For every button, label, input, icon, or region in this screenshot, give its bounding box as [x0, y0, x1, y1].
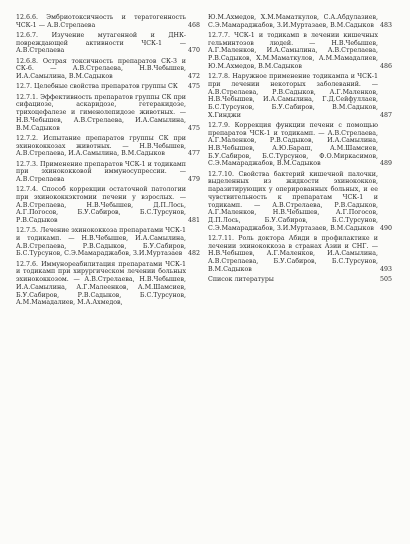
toc-entry-text: 12.7.1. Эффективность препаратов группы СК при сифациозе, аскаридозе, гетеракидозе, трихоцефалезе и гименолепидозе животных. — Н.В.Чебышев, А.В.Стрелаева, И.А.Самылина, В.М.Садыков [16, 93, 186, 132]
toc-right-column [208, 14, 392, 286]
toc-entry-text: 12.7.11. Роль доктора Абиди в профилактике и лечении эхинококкоза в странах Азии и СНГ. — Н.В.Чебышев, А.Г.Маленков, И.А.Самылина, А.В.Стрелаева, Б.У.Сабиров, Б.С.Турсунов, В.М.Садыков [208, 234, 378, 273]
toc-entry [16, 261, 200, 307]
toc-entry-text: 12.6.8. Острая токсичность препаратов СК-3 и СК-6. — А.В.Стрелаева, Н.В.Чебышев, И.А.Самылина, В.М.Садыков [16, 57, 186, 81]
toc-entry-text: 12.7.7. ЧСК-1 и тодикамп в лечении кишечных гельминтозов людей. — Н.В.Чебышев, А.Г.Маленков, И.А.Самылина, А.В.Стрелаева, Р.В.Садыков, Х.М.Маматкулов, А.М.Мамадалиев, Ю.М.Ахмедов, В.М.Садыков [208, 32, 378, 70]
toc-entry-text: 12.7.2. Испытание препаратов группы СК при эхинококкозах животных. — Н.В.Чебышев, А.В.Стрелаева, И.А.Самылина, В.М.Садыков [16, 134, 186, 158]
toc-entry-page: 490 [379, 224, 392, 232]
toc-entry-page: 475 [187, 124, 200, 132]
toc-entry-text: 12.7.4. Способ коррекции остаточной патологии при эхинококкэктомии печени у взрослых. — А.В.Стрелаева, Н.В.Чебышев, Д.П.Лось, А.Г.Погосов, Б.У.Сабиров, Б.С.Турсунов, Р.В.Садыков [16, 186, 186, 225]
toc-entry [16, 32, 200, 55]
toc-entry [16, 186, 200, 225]
toc-entry-page: 505 [379, 276, 392, 284]
toc-entry-page: 489 [379, 160, 392, 168]
toc-entry-page: 483 [379, 21, 392, 29]
toc-entry-text: 12.6.7. Изучение мутагенной и ДНК-повреждающей активности ЧСК-1 — А.В.Стрелаева [16, 32, 186, 55]
toc-entry-page: 475 [187, 83, 200, 91]
toc-left-column [16, 14, 200, 310]
toc-entry-page: 486 [379, 62, 392, 70]
toc-entry-text: 12.7.6. Иммунореабилитация препаратами ЧСК-1 и тодикамп при хирургическом лечении больных эхинококкозом. — А.В.Стрелаева, Н.В.Чебышев, И.А.Самылина, А.Г.Малеенков, А.М.Шамсиев, Б.У.Сабиров, Р.В.Садыков, Б.С.Турсунов, А.М.Мамадалиев, М.А.Ахмедов, [16, 260, 186, 307]
toc-entry [208, 171, 392, 233]
toc-entry [16, 227, 200, 258]
toc-entry-text: 12.7. Целебные свойства препаратов группы СК [16, 83, 178, 91]
toc-entry-page: 482 [187, 250, 200, 258]
toc-entry [16, 135, 200, 158]
toc-entry [16, 161, 200, 184]
toc-entry-text: 12.7.8. Наружное применение тодикампа и ЧСК-1 при лечении некоторых заболеваний. — А.В.Стрелаева, Р.В.Садыков, А.Г.Маленков, Н.В.Чебышев, И.А.Самылина, Г.Д.Сейфуллаев, Б.С.Турсунов, Б.У.Сабиров, В.М.Садыков, Х.Гинджи [208, 73, 378, 119]
toc-entry-page: 470 [187, 47, 200, 55]
toc-entry [208, 276, 392, 284]
toc-entry [16, 14, 200, 29]
toc-entry-page: 493 [379, 265, 392, 273]
toc-entry [208, 122, 392, 168]
toc-entry-text: 12.7.3. Применение препаратов ЧСК-1 и тодикамп при эхинококковой иммуносупрессии. — А.В.Стрелаева [16, 160, 186, 183]
toc-entry-page: 481 [187, 217, 200, 225]
toc-entry-text: Список литературы [208, 276, 274, 284]
toc-entry [208, 235, 392, 274]
toc-entry [208, 73, 392, 119]
toc-entry-page: 472 [187, 73, 200, 81]
toc-entry [16, 83, 200, 91]
toc-entry [16, 94, 200, 133]
toc-entry-page: 477 [187, 150, 200, 158]
toc-entry [16, 58, 200, 81]
toc-entry [208, 14, 392, 29]
toc-entry [208, 32, 392, 71]
toc-entry-text: 12.7.5. Лечение эхинококкоза препаратами ЧСК-1 и тодикамп. — Н.В.Чебышев, И.А.Самылина, А.В.Стрелаева, Р.В.Садыков, Б.У.Сабиров, Б.С.Турсунов, С.Э.Мамараджабов, З.И.Муртазаев [16, 227, 186, 258]
toc-entry-text: 12.7.9. Коррекция функции печени с помощью препаратов ЧСК-1 и тодикамп. — А.В.Стрелаева, А.Г.Маленков, Р.В.Садыков, И.А.Самылина, Н.В.Чебышев, А.Ю.Бараш, А.М.Шамсиев, Б.У.Сабиров, Б.С.Турсунов, Ф.О.Миркасимов, С.Э.Мамараджабов, В.М.Садыков [208, 121, 378, 168]
toc-entry-page: 479 [187, 175, 200, 183]
toc-entry-text: 12.6.6. Эмбриотоксичность и тератогенность ЧСК-1 — А.В.Стрелаева [16, 14, 186, 29]
toc-entry-page: 487 [379, 111, 392, 119]
toc-entry-page: 468 [187, 21, 200, 29]
toc-entry-text: Ю.М.Ахмедов, Х.М.Маматкулов, С.А.Абдулазиев, С.Э.Мамараджабов, З.И.Муртазаев, В.М.Садыков [208, 14, 378, 29]
toc-entry-text: 12.7.10. Свойства бактерий кишечной палочки, выделенных из жидкости эхинококков, паразитирующих у оперированных больных, и ее чувствительность к препаратам ЧСК-1 и тодикамп. — А.В.Стрелаева, Р.В.Садыков, А.Г.Маленков, Н.В.Чебышев, А.Г.Погосов, Д.П.Лось, Б.У.Сабиров, Б.С.Турсунов, С.Э.Мамараджабов, З.И.Муртазаев, В.М.Садыков [208, 170, 378, 232]
